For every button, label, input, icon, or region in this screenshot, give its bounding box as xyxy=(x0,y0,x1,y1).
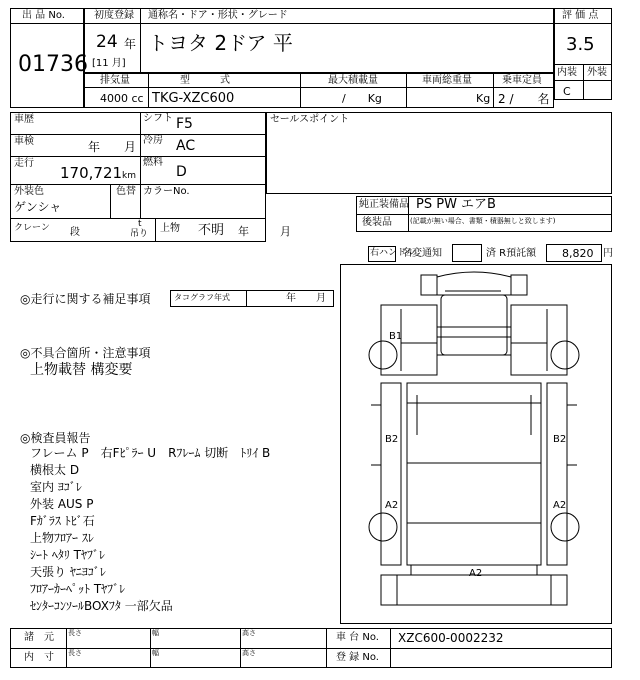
damage-mark: B2 xyxy=(553,434,567,445)
inspector-line: 外装 AUS P xyxy=(30,497,94,511)
body-year: 年 xyxy=(238,225,249,238)
exterior-score-label: 外装 xyxy=(587,67,607,78)
interior-dims-label: 内 寸 xyxy=(24,652,54,663)
tachograph-value: 年 月 xyxy=(286,293,326,304)
fuel-label: 燃料 xyxy=(143,157,163,168)
defect-heading: ◎不具合箇所・注意事項 xyxy=(20,346,151,360)
inspector-line: 天張り ﾔﾆﾖｺﾞﾚ xyxy=(30,565,106,579)
color-change-label: 色替 xyxy=(116,186,136,197)
inspection-label: 車検 xyxy=(14,136,34,147)
shift-value: F5 xyxy=(176,116,193,132)
displacement-value: 4000 cc xyxy=(100,92,144,105)
damage-mark: B2 xyxy=(385,434,399,445)
chassis-label: 車 台 No. xyxy=(336,632,379,643)
equipment-value: PS PW エアB xyxy=(416,197,496,212)
crane-lift: 吊り xyxy=(130,229,149,239)
length-label: 長さ xyxy=(68,629,82,637)
inspector-line: ｾﾝﾀｰｺﾝｿｰﾙBOXﾌﾀ 一部欠品 xyxy=(30,599,173,613)
aftermarket-label: 後装品 xyxy=(362,217,392,228)
mileage-unit: km xyxy=(122,171,136,181)
first-reg-label: 初度登録 xyxy=(94,10,134,21)
mileage-label: 走行 xyxy=(14,158,34,169)
defect-line: 上物載替 構変要 xyxy=(30,362,133,378)
chassis-value: XZC600-0002232 xyxy=(398,631,504,645)
body-month: 月 xyxy=(280,225,291,238)
inspector-line: Fｶﾞﾗｽ ﾄﾋﾞ石 xyxy=(30,514,95,528)
body-value: 不明 xyxy=(198,223,225,238)
equipment-label: 純正装備品 xyxy=(359,199,409,210)
lot-label: 出 品 No. xyxy=(22,10,65,21)
damage-mark: B1 xyxy=(389,331,403,342)
sales-point-label: セールスポイント xyxy=(270,114,350,125)
first-reg-month: [11 月] xyxy=(92,58,126,69)
name-change-label: 名変通知 xyxy=(402,248,442,259)
interior-score-value: C xyxy=(563,85,571,98)
shift-label: シフト xyxy=(143,113,173,124)
max-load-value: / Kg xyxy=(342,92,382,105)
history-label: 車歴 xyxy=(14,114,34,125)
mileage-value: 170,721 xyxy=(60,164,123,182)
aftermarket-note: (記載が無い場合、書類・積器無しと致します) xyxy=(410,217,556,225)
damage-mark: A2 xyxy=(469,568,483,579)
gross-weight-value: Kg xyxy=(476,92,491,105)
inspector-line: ｼｰﾄ ﾍﾀﾘ Tﾔﾌﾞﾚ xyxy=(30,548,105,562)
crane-t: t xyxy=(138,219,142,229)
fuel-value: D xyxy=(176,164,187,180)
exterior-color-value: ゲンシャ xyxy=(14,200,62,214)
tax-unit: 円 xyxy=(603,248,613,259)
displacement-label: 排気量 xyxy=(100,75,130,86)
exterior-color-label: 外装色 xyxy=(14,186,44,197)
height-label: 高さ xyxy=(242,629,256,637)
body-label: 上物 xyxy=(160,223,180,234)
steering-badge: 右ハンドル xyxy=(370,248,416,258)
lot-number: 01736 xyxy=(18,52,88,77)
damage-diagram xyxy=(340,264,612,624)
score-label: 評 価 点 xyxy=(562,10,599,21)
interior-score-label: 内装 xyxy=(557,67,577,78)
width-label: 幅 xyxy=(152,629,159,637)
tax-label: 済 R預託額 xyxy=(486,248,537,259)
dims-label: 諸 元 xyxy=(24,632,54,643)
gross-weight-label: 車両総重量 xyxy=(422,75,472,86)
tax-value: 8,820 xyxy=(562,247,594,260)
cooling-label: 冷房 xyxy=(143,135,163,146)
tachograph-label: タコグラフ年式 xyxy=(174,293,230,302)
crane-stage: 段 xyxy=(70,227,80,238)
score-value: 3.5 xyxy=(566,34,595,55)
inspector-line: 横根太 D xyxy=(30,463,80,477)
year-unit: 年 xyxy=(124,37,137,51)
crane-label: クレーン xyxy=(14,223,50,233)
driving-notes-heading: ◎走行に関する補足事項 xyxy=(20,292,151,306)
length-label: 長さ xyxy=(68,649,82,657)
inspector-line: 室内 ﾖｺﾞﾚ xyxy=(30,480,82,494)
first-reg-year: 24 xyxy=(96,32,118,52)
capacity-label: 乗車定員 xyxy=(502,75,542,86)
model-value: TKG-XZC600 xyxy=(152,91,235,106)
inspector-line: フレーム P 右Fﾋﾟﾗｰ U Rﾌﾚｰﾑ 切断 ﾄﾘｲ B xyxy=(30,446,271,460)
damage-mark: A2 xyxy=(385,500,399,511)
width-label: 幅 xyxy=(152,649,159,657)
car-desc-value: トヨタ 2ドア 平 xyxy=(148,31,293,55)
inspection-value: 年 月 xyxy=(88,140,137,154)
damage-mark: A2 xyxy=(553,500,567,511)
registration-label: 登 録 No. xyxy=(336,652,379,663)
name-change-box xyxy=(452,244,482,262)
cooling-value: AC xyxy=(176,138,196,154)
model-label: 型 式 xyxy=(180,75,230,86)
max-load-label: 最大積載量 xyxy=(328,75,378,86)
capacity-value: 2 / 名 xyxy=(498,92,550,106)
car-desc-label: 通称名・ドア・形状・グレード xyxy=(148,10,288,21)
height-label: 高さ xyxy=(242,649,256,657)
color-number-label: カラーNo. xyxy=(143,186,190,197)
inspector-line: 上物ﾌﾛｱｰ ｽﾚ xyxy=(30,531,94,545)
inspector-heading: ◎検査員報告 xyxy=(20,431,91,445)
inspector-line: ﾌﾛｱｰｶｰﾍﾟｯﾄ Tﾔﾌﾞﾚ xyxy=(30,582,126,596)
